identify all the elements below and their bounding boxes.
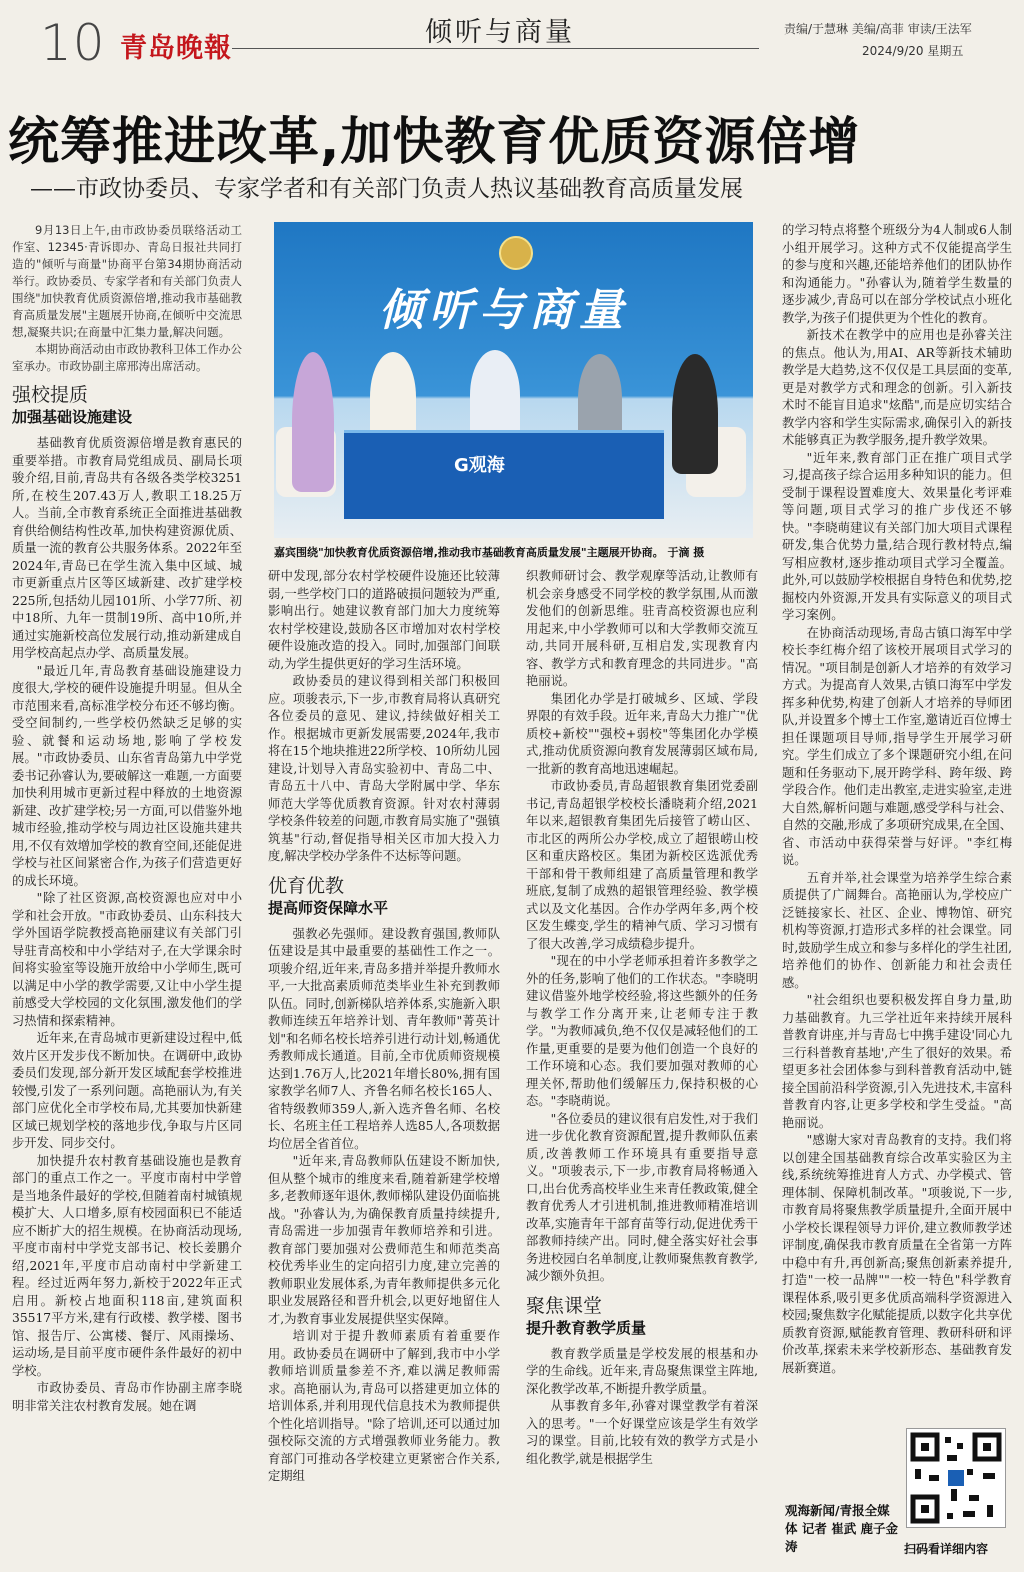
body-paragraph: "感谢大家对青岛教育的支持。我们将以创建全国基础教育综合改革实验区为主线,系统统筹推进育人方式、办学模式、管理体制、保障机制改革。"项骏说,下一步,市教育局将聚焦教学质量提升,全面开展中小学校长课程领导力评价,建立教师教学述评制度,确保我市教育质量在全省第一方阵中稳中有升,再创新高;聚焦创新素养提升,打造"一校一品牌""一校一特色"科学教育课程体系,吸引更多优质高端科学资源进入校园;聚焦数字化赋能提质,以数字化共享优质教育资源,赋能教育管理、教研科研和评价改革,探索未来学校新形态、基础教育发展新赛道。 bbox=[782, 1133, 1012, 1375]
section-title-1: 强校提质 bbox=[12, 384, 89, 406]
section-title-3: 聚焦课堂 bbox=[526, 1294, 603, 1317]
body-paragraph: 在协商活动现场,青岛古镇口海军中学校长李红梅介绍了该校开展项目式学习的情况。"项目制是创新人才培养的有效学习方式。为提高育人效果,古镇口海军中学发挥多种优势,构建了创新人才培养的导师团队,并设置多个博士工作室,邀请近百位博士担任课题项目导师,指导学生开展学习研究。学生们成立了多个课题研究小组,在问题和任务驱动下,展开跨学科、跨年级、跨学段合作。他们走出教室,走进实验室,走进大自然,解析问题与难题,感受学科与社会、自然的交融,形成了多项研究成果,在全国、省、市活动中获得荣誉与好评。"李红梅说。 bbox=[782, 625, 1012, 867]
section-title-2: 优育优教 bbox=[268, 874, 345, 897]
lead-paragraph: 9月13日上午,由市政协委员联络活动工作室、12345·青诉即办、青岛日报社共同打造的"倾听与商量"协商平台第34期协商活动举行。政协委员、专家学者和有关部门负责人围绕"加快教育优质资源倍增,推动我市基础教育高质量发展"主题展开协商,在倾听中交流思想,凝聚共识;在商量中汇集力量,解决问题。 bbox=[12, 223, 242, 339]
photo-caption: 嘉宾围绕"加快教育优质资源倍增,推动我市基础教育高质量发展"主题展开协商。 于滴 摄 bbox=[274, 546, 705, 559]
body-paragraph: 培训对于提升教师素质有着重要作用。政协委员在调研中了解到,我市中小学教师培训质量参差不齐,难以满足教师需求。高艳丽认为,青岛可以搭建更加立体的培训体系,并利用现代信息技术为教师提供个性化培训指导。"除了培训,还可以通过加强校际交流的方式增强教师业务能力。教育部门可推动各学校建立更紧密合作关系,定期组 bbox=[268, 1329, 500, 1483]
event-photo bbox=[274, 222, 753, 538]
body-paragraph: 加快提升农村教育基础设施也是教育部门的重点工作之一。平度市南村中学曾是当地条件最好的学校,但随着南村城镇规模扩大、人口增多,原有校园面积已不能适应不断扩大的招生规模。在协商活动现场,平度市南村中学党支部书记、校长姜鹏介绍,2021年,平度市启动南村中学新建工程。经过近两年努力,新校于2022年正式启用。新校占地面积118亩,建筑面积35517平方米,建有行政楼、教学楼、图书馆、报告厅、公寓楼、餐厅、风雨操场、运动场,是目前平度市硬件条件最好的初中学校。 bbox=[12, 1153, 242, 1378]
column-4 bbox=[782, 222, 1012, 1422]
body-paragraph: 基础教育优质资源倍增是教育惠民的重要举措。市教育局党组成员、副局长项骏介绍,目前,青岛共有各级各类学校3251所,在校生207.43万人,教职工18.25万人。当前,全市教育系统正全面推进基础教育供给侧结构性改革,加快构建资源优质、质量一流的教育公共服务体系。2022年至2024年,青岛已在学生流入集中区域、城市更新重点片区等区域新建、改扩建学校225所,包括幼儿园101所、小学77所、初中18所、九年一贯制19所、高中10所,并通过实施新校高位发展行动,推动新建成自用学校高起点办学、高质量发展。 bbox=[12, 436, 242, 660]
subheadline: ——市政协委员、专家学者和有关部门负责人热议基础教育高质量发展 bbox=[30, 176, 743, 202]
body-paragraph: "除了社区资源,高校资源也应对中小学和社会开放。"市政协委员、山东科技大学外国语学院教授高艳丽建议有关部门引导驻青高校和中小学结对子,在大学课余时间将实验室等设施开放给中小学师生,既可以满足中小学的教学需要,又让中小学生提前感受大学校园的文化氛围,激发他们的学习热情和探索精神。 bbox=[12, 891, 242, 1028]
stage-logo: G观海 bbox=[454, 455, 505, 476]
masthead-logo: 青岛晚報 bbox=[120, 33, 232, 64]
section-subtitle-2: 提高师资保障水平 bbox=[268, 898, 389, 917]
body-paragraph: 集团化办学是打破城乡、区域、学段界限的有效手段。近年来,青岛大力推广"优质校+新校""强校+弱校"等集团化办学模式,推动优质资源向教育发展薄弱区域布局,一批新的教育高地迅速崛起。 bbox=[526, 691, 758, 776]
section-subtitle-1: 加强基础设施建设 bbox=[12, 408, 133, 426]
emblem-icon bbox=[499, 236, 533, 270]
section-title: 倾听与商量 bbox=[425, 17, 575, 48]
page-header bbox=[0, 0, 1024, 78]
lead-paragraph: 本期协商活动由市政协教科卫体工作办公室承办。市政协副主席邢涛出席活动。 bbox=[12, 342, 242, 373]
body-paragraph: 市政协委员,青岛超银教育集团党委副书记,青岛超银学校校长潘晓莉介绍,2021年以来,超银教育集团先后接管了崂山区、市北区的两所公办学校,成立了超银崂山校区和重庆路校区。集团为新校区选派优秀干部和骨干教师组建了高质量管理和教学班底,复制了成熟的超银管理经验、教学模式以及文化基因。合作办学两年多,两个校区发生蝶变,学生的精神气质、学习习惯有了很大改善,学习成绩稳步提升。 bbox=[526, 779, 758, 951]
body-paragraph: 教育教学质量是学校发展的根基和办学的生命线。近年来,青岛聚焦课堂主阵地,深化教学改革,不断提升教学质量。 bbox=[526, 1346, 758, 1396]
body-paragraph: 强教必先强师。建设教育强国,教师队伍建设是其中最重要的基础性工作之一。项骏介绍,近年来,青岛多措并举提升教师水平,一大批高素质师范类毕业生补充到教师队伍。同时,创新梯队培养体系,实施新入职教师连续五年培养计划、青年教师"菁英计划"和名师名校长培养引进行动计划,畅通优秀教师成长通道。目前,全市优质师资规模达到1.76万人,比2021年增长80%,拥有国家教学名师7人、齐鲁名师名校长165人、省特级教师359人,新入选齐鲁名师、名校长、名班主任工程培养人选85人,各项数据均位居全省首位。 bbox=[268, 926, 500, 1151]
body-paragraph: 从事教育多年,孙睿对课堂教学有着深入的思考。"一个好课堂应该是学生有效学习的课堂。目前,比较有效的教学方式是小组化教学,就是根据学生 bbox=[526, 1399, 758, 1466]
headline: 统筹推进改革,加快教育优质资源倍增 bbox=[8, 113, 861, 172]
guest-figure bbox=[470, 350, 520, 440]
body-paragraph: "现在的中小学老师承担着许多教学之外的任务,影响了他们的工作状态。"李晓明建议借鉴外地学校经验,将这些额外的任务与教学工作分离开来,让老师专注于教学。"为教师减负,绝不仅仅是减轻他们的工作量,更重要的是要为他们创造一个良好的工作环境和心态。我们要加强对教师的心理关怀,帮助他们缓解压力,保持积极的心态。"李晓萌说。 bbox=[526, 954, 758, 1108]
body-paragraph: 研中发现,部分农村学校硬件设施还比较薄弱,一些学校门口的道路破损问题较为严重,影响出行。她建议教育部门加大力度统筹农村学校建设,鼓励各区市增加对农村学校硬件设施改造的投入。同时,加强部门间联动,为学生提供更好的学习生活环境。 bbox=[268, 569, 500, 671]
section-heading-1 bbox=[12, 383, 242, 427]
qr-caption: 扫码看详细内容 bbox=[904, 1542, 989, 1556]
body-paragraph: 政协委员的建议得到相关部门积极回应。项骏表示,下一步,市教育局将认真研究各位委员的意见、建议,持续做好相关工作。根据城市更新发展需要,2024年,我市将在15个地块推进22所学校、10所幼儿园建设,计划导入青岛实验初中、青岛二中、青岛五十八中、青岛大学附属中学、华东师范大学等优质教育资源。针对农村薄弱学校条件较差的问题,市教育局实施了"强镇筑基"行动,督促指导相关区市加大投入力度,解决学校办学条件不达标等问题。 bbox=[268, 674, 500, 863]
body-paragraph: 五育并举,社会课堂为培养学生综合素质提供了广阔舞台。高艳丽认为,学校应广泛链接家长、社区、企业、博物馆、研究机构等资源,打造形式多样的社会课堂。同时,鼓励学生成立和参与多样化的学生社团,培养他们的协作、创新能力和社会责任感。 bbox=[782, 870, 1012, 990]
column-2 bbox=[268, 568, 500, 1568]
body-paragraph: 的学习特点将整个班级分为4人制或6人制小组开展学习。这种方式不仅能提高学生的参与度和兴趣,还能培养他们的团队协作和沟通能力。"孙睿认为,随着学生数量的逐步减少,青岛可以在部分学校试点小班化教学,为孩子们提供更为个性化的教育。 bbox=[782, 223, 1012, 325]
guest-figure bbox=[292, 352, 334, 492]
section-heading-3 bbox=[526, 1294, 758, 1338]
body-paragraph: 市政协委员、青岛市作协副主席李晓明非常关注农村教育发展。她在调 bbox=[12, 1381, 242, 1413]
body-paragraph: "近年来,教育部门正在推广项目式学习,提高孩子综合运用多种知识的能力。但受制于课程设置难度大、效果量化考评难等问题,项目式学习的推广步伐还不够快。"李晓萌建议有关部门加大项目式课程研发,集合优势力量,结合现行教材特点,编写相应教材,逐步推动项目式学习全覆盖。此外,可以鼓励学校根据自身特色和优势,挖掘校内外资源,开发具有实际意义的项目式学习案例。 bbox=[782, 450, 1012, 622]
editor-credits: 责编/于慧琳 美编/高菲 审读/王法军 bbox=[784, 22, 972, 36]
section-subtitle-3: 提升教育教学质量 bbox=[526, 1318, 647, 1337]
section-heading-2 bbox=[268, 874, 500, 918]
body-paragraph: "近年来,青岛教师队伍建设不断加快,但从整个城市的维度来看,随着新建学校增多,老教师逐年退休,教师梯队建设仍面临挑战。"孙睿认为,为确保教育质量持续提升,青岛需进一步加强青年教师培养和引进。教育部门要加强对公费师范生和师范类高校优秀毕业生的定向招引力度,建立完善的教师职业发展体系,为青年教师提供多元化职业发展路径和晋升机会,以更好地留住人才,为教育事业发展提供坚实保障。 bbox=[268, 1154, 500, 1326]
column-1 bbox=[12, 222, 242, 1567]
page-number: 10 bbox=[40, 14, 106, 72]
photo-backdrop-title: 倾听与商量 bbox=[379, 285, 629, 336]
qr-pattern bbox=[907, 1429, 1005, 1527]
stage-table bbox=[344, 430, 664, 519]
body-paragraph: "各位委员的建议很有启发性,对于我们进一步优化教育资源配置,提升教师队伍素质,改善教师工作环境具有重要指导意义。"项骏表示,下一步,市教育局将畅通入口,出台优秀高校毕业生来青任教政策,健全教育优秀人才引进机制,推进教师精准培训改革,实施青年干部育苗等行动,促进优秀干部教师持续产出。同时,健全落实好社会事务进校园白名单制度,让教师聚焦教育教学,减少额外负担。 bbox=[526, 1111, 758, 1283]
body-paragraph: 新技术在教学中的应用也是孙睿关注的焦点。他认为,用AI、AR等新技术辅助教学是大趋势,这不仅仅是工具层面的变革,更是对教学方式和理念的创新。引入新技术时不能盲目追求"炫酷",而是应切实结合教学内容和学生实际需求,确保引入的新技术能够真正为教学服务,提升教学效果。 bbox=[782, 328, 1012, 447]
body-paragraph: 近年来,在青岛城市更新建设过程中,低效片区开发步伐不断加快。在调研中,政协委员们发现,部分新开发区域配套学校推进较慢,引发了一系列问题。高艳丽认为,有关部门应优化全市学校布局,尤其要加快新建区域已规划学校的落地步伐,争取与片区同步开发、同步交付。 bbox=[12, 1031, 242, 1150]
body-paragraph: "最近几年,青岛教育基础设施建设力度很大,学校的硬件设施提升明显。但从全市范围来看,高标准学校分布还不够均衡。受空间制约,一些学校仍然缺乏足够的实验、就餐和运动场地,影响了学校发展。"市政协委员、山东省青岛第九中学党委书记孙睿认为,要破解这一难题,一方面要加快利用城市更新过程中释放的土地资源新建、改扩建学校;另一方面,可以借鉴外地城市经验,推动学校与周边社区设施共建共用,不仅有效增加学校的教育空间,还能促进学校与社区间紧密合作,为孩子们营造更好的成长环境。 bbox=[12, 663, 242, 888]
guest-figure bbox=[370, 352, 416, 442]
byline: 观海新闻/青报全媒体 记者 崔武 鹿子金涛 bbox=[785, 1503, 899, 1554]
qr-code-icon[interactable] bbox=[906, 1428, 1006, 1528]
guest-figure bbox=[672, 354, 718, 474]
body-paragraph: 织教师研讨会、教学观摩等活动,让教师有机会亲身感受不同学校的教学氛围,从而激发他们的创新思维。驻青高校资源也应利用起来,中小学教师可以和大学教师交流互动,共同开展科研,互相启发,实现教育内容、教学方式和教育理念的共同进步。"高艳丽说。 bbox=[526, 569, 758, 688]
body-paragraph: "社会组织也要积极发挥自身力量,助力基础教育。九三学社近年来持续开展科普教育讲座,并与青岛七中携手建设'同心九三行科普教育基地',产生了很好的效果。希望更多社会团体参与到科普教育活动中,链接全国前沿科学资源,引入先进技术,丰富科普教育内容,让更多学校和学生受益。"高艳丽说。 bbox=[782, 993, 1012, 1130]
column-3 bbox=[526, 568, 758, 1568]
issue-date: 2024/9/20 星期五 bbox=[862, 44, 964, 58]
